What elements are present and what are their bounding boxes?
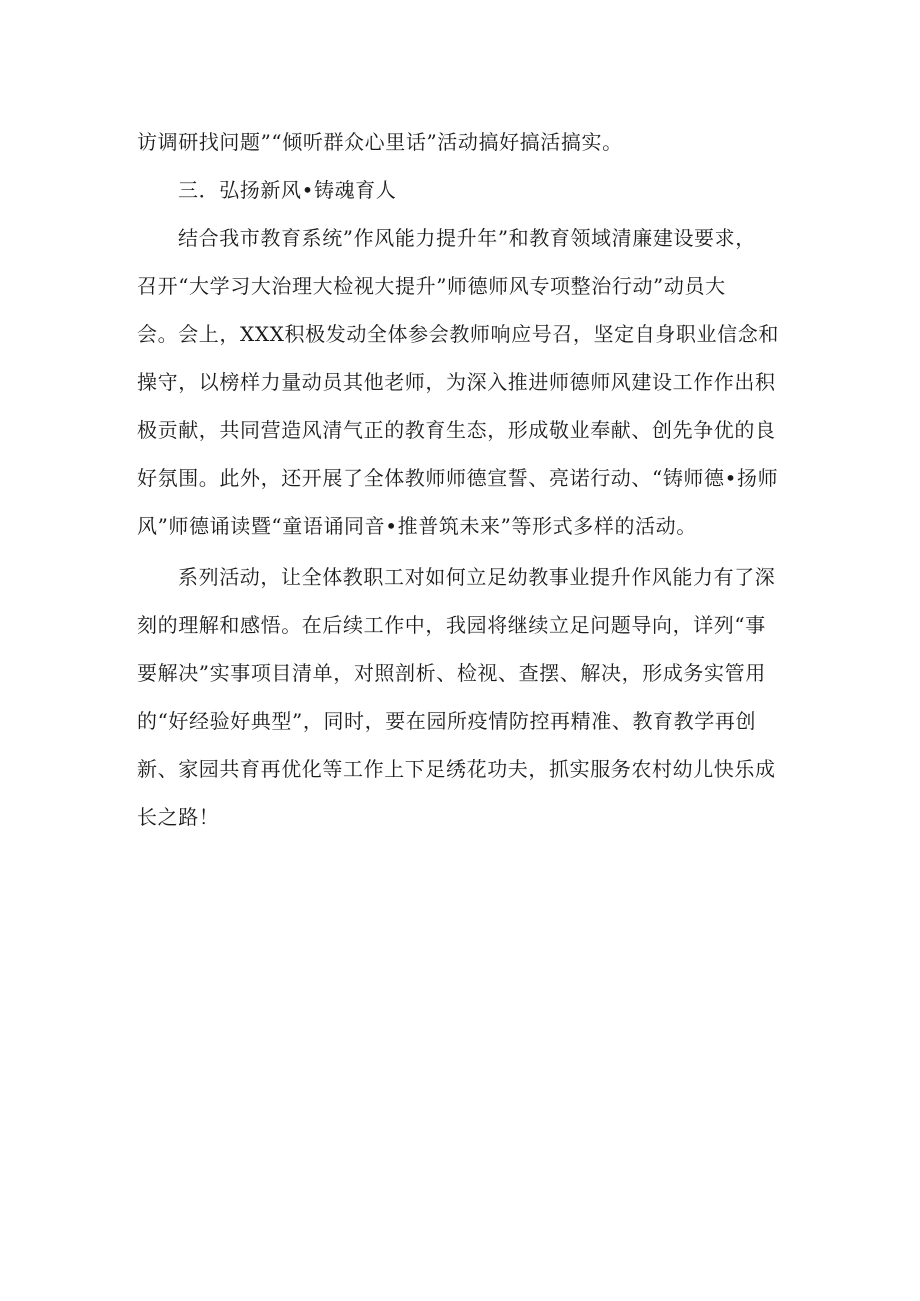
body-text-line: 极贡献，共同营造风清气正的教育生态，形成敬业奉献、创先争优的良: [137, 418, 776, 442]
body-text-line: 长之路！: [137, 805, 220, 829]
body-text-line: 操守，以榜样力量动员其他老师，为深入推进师德师风建设工作作出积: [137, 370, 776, 394]
body-text-line: 召开“大学习大治理大检视大提升”师德师风专项整治行动”动员大: [137, 274, 726, 298]
body-text-line: 系列活动，让全体教职工对如何立足幼教事业提升作风能力有了深: [178, 565, 776, 589]
section-heading: 三．弘扬新风•铸魂育人: [178, 178, 397, 202]
body-text-line: 会。会上，XXX积极发动全体参会教师响应号召，坚定自身职业信念和: [137, 322, 779, 346]
body-text-line: 结合我市教育系统”作风能力提升年”和教育领域清廉建设要求，: [178, 226, 756, 250]
body-text-line: 要解决”实事项目清单，对照剖析、检视、查摆、解决，形成务实管用: [137, 661, 766, 685]
body-text-line: 风”师德诵读暨“童语诵同音•推普筑未来”等形式多样的活动。: [137, 514, 697, 538]
body-text-line: 新、家园共育再优化等工作上下足绣花功夫，抓实服务农村幼儿快乐成: [137, 757, 776, 781]
body-text-line: 访调研找问题”“倾听群众心里话”活动搞好搞活搞实。: [137, 130, 623, 154]
body-text-line: 好氛围。此外，还开展了全体教师师德宣誓、亮诺行动、“铸师德•扬师: [137, 466, 779, 490]
body-text-line: 的“好经验好典型”，同时，要在园所疫情防控再精准、教育教学再创: [137, 709, 757, 733]
body-text-line: 刻的理解和感悟。在后续工作中，我园将继续立足问题导向，详列“事: [137, 613, 766, 637]
